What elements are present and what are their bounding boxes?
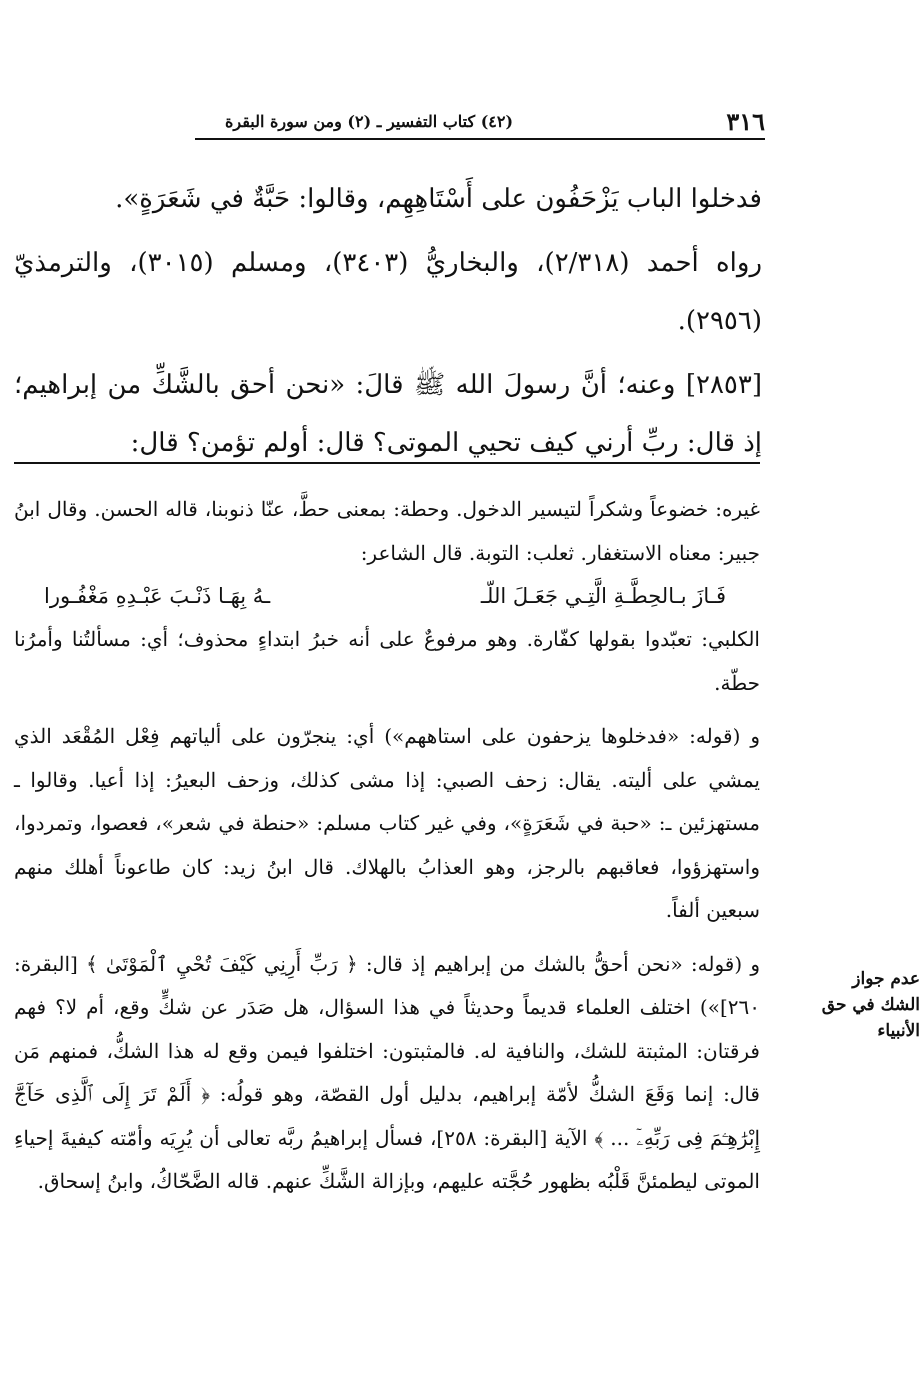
main-paragraph: فدخلوا الباب يَزْحَفُون على أَسْتَاهِهِم، وقالوا: حَبَّةٌ في شَعَرَةٍ». — [115, 184, 762, 214]
hadith-text — [14, 170, 762, 472]
citation-paragraph: رواه أحمد (٢/٣١٨)، والبخاريُّ (٣٤٠٣)، ومسلم (٣٠١٥)، والترمذيّ (٢٩٥٦). — [14, 248, 763, 336]
margin-note-line: الأنبياء — [877, 1021, 920, 1041]
commentary-paragraph: و (قوله: «نحن أحقُّ بالشك من إبراهيم إذ قال: ﴿ رَبِّ أَرِنِي كَيْفَ تُحْيِ ٱلْمَوْتَىٰ ﴾ [البقرة: ٢٦٠]») اختلف العلماء قديماً وحديثاً في هذا السؤال، هل صَدَر عن شكٍّ وقع، أم لا؟ فهم فرقتان: المثبتة للشك، والنافية له. فالمثبتون: اختلفوا فيمن وقع له هذا الشكُّ، فمنهم مَن قال: إنما وَقَعَ الشكُّ لأمّة إبراهيم، بدليل أول القصّة، وهو قولُه: ﴿ أَلَمْ تَرَ إِلَى ٱلَّذِى حَآجَّ إِبْرَٰهِـۧمَ فِى رَبِّهِۦٓ ... ﴾ الآية [البقرة: ٢٥٨]، فسأل إبراهيمُ ربَّه تعالى أن يُرِيَه وأمّته كيفيةَ إحياءِ الموتى ليطمئنَّ قَلْبُه بظهور حُجَّته عليهم، وبإزالة الشَّكِّ عنهم. قاله الضَّحّاكُ، وابنُ إسحاق. — [14, 951, 760, 1193]
commentary-text — [14, 488, 760, 1204]
page-header — [195, 108, 765, 140]
page-number: ٣١٦ — [726, 107, 765, 136]
commentary-paragraph: غيره: خضوعاً وشكراً لتيسير الدخول. وحطة: بمعنى حطَّ، عنّا ذنوبنا، قاله الحسن. وقال ابنُ جبير: معناه الاستغفار. ثعلب: التوبة. قال الشاعر: — [14, 497, 760, 565]
hadith-paragraph: [٢٨٥٣] وعنه؛ أنَّ رسولَ الله ﷺ قالَ: «نحن أحق بالشَّكِّ من إبراهيم؛ إذ قال: ربِّ أرني كيف تحيي الموتى؟ قال: أولم تؤمن؟ قال: — [14, 370, 762, 458]
section-divider — [14, 462, 760, 464]
running-title: (٤٢) كتاب التفسير ـ (٢) ومن سورة البقرة — [225, 112, 514, 131]
poetry-verse — [14, 575, 760, 618]
commentary-paragraph: و (قوله: «فدخلوها يزحفون على استاههم») أي: ينجرّون على ألياتهم فِعْل المُقْعَد الذي يمشي على أليته. يقال: زحف الصبي: إذا مشى كذلك، وزحف البعيرُ: إذا أعيا. وقالوا ـ مستهزئين ـ: «حبة في شَعَرَةٍ»، وفي غير كتاب مسلم: «حنطة في شعر»، فعصوا، وتمردوا، واستهزؤوا، فعاقبهم بالرجز، وهو العذابُ بالهلاك. قال ابنُ زيد: كان طاعوناً أهلك منهم سبعين ألفاً. — [14, 724, 761, 922]
verse-second-hemistich: ـهُ بِهَـا ذَنْـبَ عَبْـدِهِ مَغْفُـورا — [44, 584, 271, 608]
margin-note-line: عدم جواز — [852, 969, 920, 989]
verse-first-hemistich: فَـازَ بـالحِطَّـةِ الَّتِـي جَعَـلَ اللّـ — [480, 584, 726, 608]
commentary-paragraph: الكلبي: تعبّدوا بقولها كفّارة. وهو مرفوعٌ على أنه خبرُ ابتداءٍ محذوف؛ أي: مسألتُنا وأمرُنا حطّة. — [14, 627, 760, 695]
margin-note — [770, 966, 920, 1044]
margin-note-line: الشك في حق — [821, 995, 920, 1015]
